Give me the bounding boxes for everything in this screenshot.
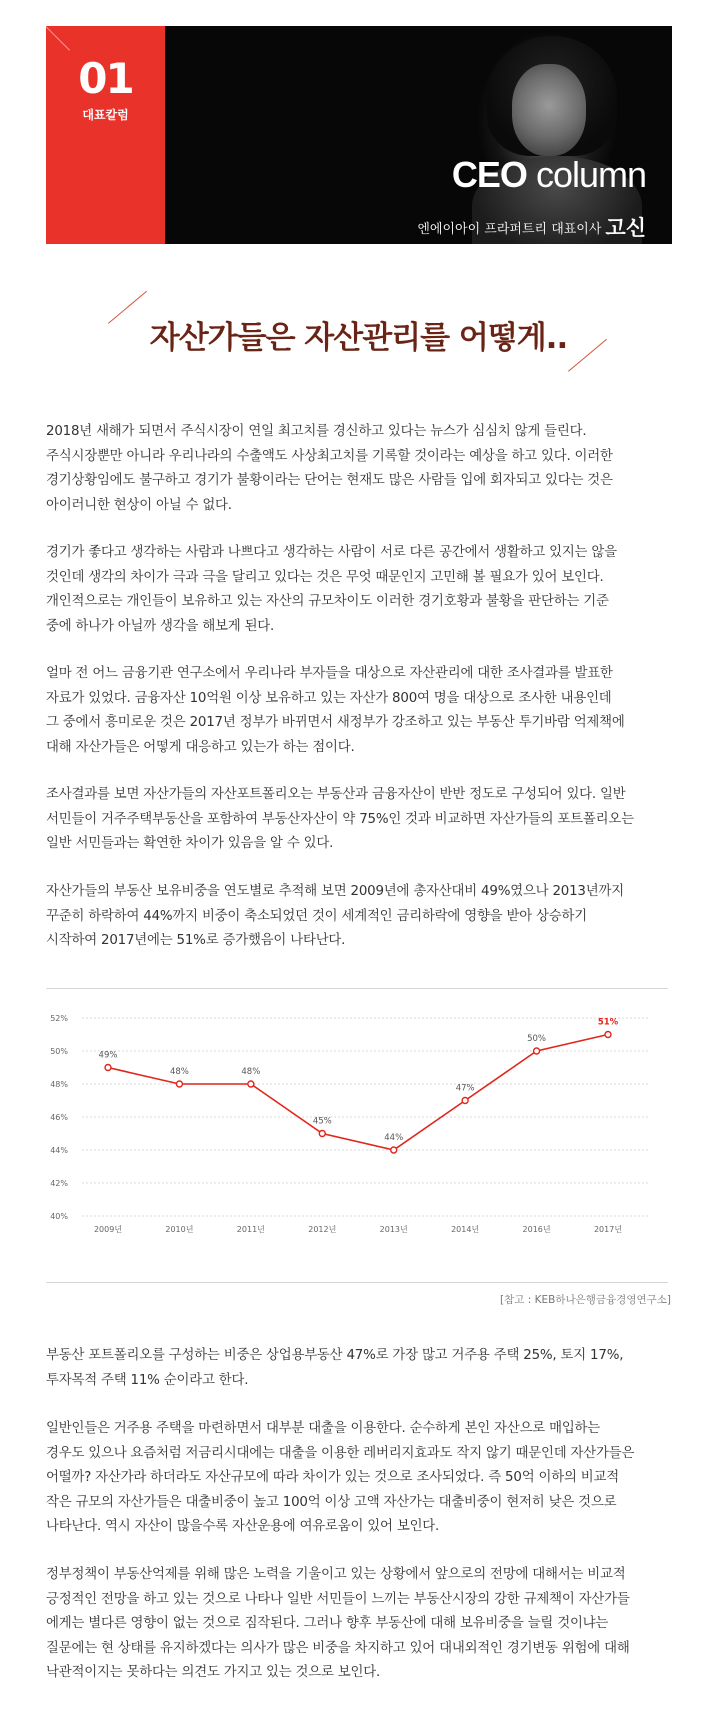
data-point [176,1081,182,1087]
data-label: 51% [597,1017,619,1028]
article-headline: 자산가들은 자산관리를 어떻게.. [149,320,568,356]
article-paragraph-4: 조사결과를 보면 자산가들의 자산포트폴리오는 부동산과 금융자산이 반반 정도로 구성되어 있다. 일반 서민들이 거주주택부동산을 포함하여 부동산자산이 약 75%인 것과 비교하면 자산가들의 포트폴리오는 일반 서민들과는 확연한 차이가 있음을 알 수 있다. [46,787,634,851]
column-number-box [46,26,165,244]
author-name: 고신 [605,215,646,240]
data-label: 50% [527,1034,547,1044]
x-tick-label: 2017년 [593,1225,623,1234]
article-paragraph-8: 정부정책이 부동산억제를 위해 많은 노력을 기울이고 있는 상황에서 앞으로의 전망에 대해서는 비교적 긍정적인 전망을 하고 있는 것으로 나타나 일반 서민들이 느끼는 부동산시장의 강한 규제책이 자산가들 에게는 별다른 영향이 없는 것으로 짐작된다. 그러나 향후 부동산에 대해 보유비중을 늘릴 것이냐는 질문에는 현 상태를 유지하겠다는 의사가 많은 비중을 차지하고 있어 대내외적인 경기변동 위험에 대해 낙관적이지는 못하다는 의견도 가지고 있는 것으로 보인다. [46,1567,630,1680]
article-paragraph-1: 2018년 새해가 되면서 주식시장이 연일 최고치를 경신하고 있다는 뉴스가 심심치 않게 들린다. 주식시장뿐만 아니라 우리나라의 수출액도 사상최고치를 기록할 것이라는 예상을 하고 있다. 이러한 경기상황임에도 불구하고 경기가 불황이라는 단어는 현재도 많은 사람들 입에 회자되고 있다는 것은 아이러니한 현상이 아닐 수 없다. [46,424,613,513]
x-tick-label: 2013년 [379,1225,408,1234]
article-paragraph-6: 부동산 포트폴리오를 구성하는 비중은 상업용부동산 47%로 가장 많고 거주용 주택 25%, 토지 17%, 투자목적 주택 11% 순이라고 한다. [46,1348,624,1388]
data-label: 49% [98,1050,118,1061]
column-number: 01 [78,54,133,103]
y-tick-label: 50% [50,1047,68,1056]
ceo-column-banner [46,26,672,244]
y-tick-label: 44% [50,1146,68,1155]
data-label: 47% [455,1083,475,1094]
ownership-chart-panel [46,988,668,1283]
column-title-bold: CEO [451,154,527,195]
data-point [534,1048,540,1054]
data-point [391,1147,397,1153]
y-tick-label: 52% [50,1014,68,1023]
data-point [462,1098,468,1104]
data-label: 45% [312,1116,332,1127]
y-tick-label: 40% [50,1212,68,1221]
data-label: 48% [241,1067,261,1077]
data-point [105,1065,111,1071]
column-title-light: column [535,154,646,195]
column-category-label: 대표칼럼 [82,108,129,122]
article-paragraph-7: 일반인들은 거주용 주택을 마련하면서 대부분 대출을 이용한다. 순수하게 본인 자산으로 매입하는 경우도 있으나 요즘처럼 저금리시대에는 대출을 이용한 레버리지효과도 작지 않기 때문인데 자산가들은 어떨까? 자산가라 하더라도 자산규모에 따라 차이가 있는 것으로 조사되었다. 즉 50억 이하의 비교적 작은 규모의 자산가들은 대출비중이 높고 100억 이상 고액 자산가는 대출비중이 현저히 낮은 것으로 나타난다. 역시 자산이 많을수록 자산운용에 여유로움이 있어 보인다. [46,1421,635,1534]
data-point [248,1081,254,1087]
column-title [452,154,646,196]
real-estate-share-line-chart [46,989,668,1282]
x-tick-label: 2010년 [165,1225,194,1234]
x-tick-label: 2012년 [308,1225,337,1234]
author-role: 엔에이아이 프라퍼트리 대표이사 [417,222,602,237]
author-byline [417,212,646,242]
x-tick-label: 2011년 [236,1225,265,1234]
data-point [319,1131,325,1137]
data-label: 44% [384,1133,404,1143]
article-paragraph-3: 얼마 전 어느 금융기관 연구소에서 우리나라 부자들을 대상으로 자산관리에 대한 조사결과를 발표한 자료가 있었다. 금융자산 10억원 이상 보유하고 있는 자산가 800여 명을 대상으로 조사한 내용인데 그 중에서 흥미로운 것은 2017년 정부가 바뀌면서 새정부가 강조하고 있는 부동산 투기바람 억제책에 대해 자산가들은 어떻게 대응하고 있는가 하는 점이다. [46,666,625,755]
x-tick-label: 2014년 [451,1225,480,1234]
data-point [605,1032,611,1038]
y-tick-label: 46% [50,1113,68,1122]
article-paragraph-5: 자산가들의 부동산 보유비중을 연도별로 추적해 보면 2009년에 총자산대비 49%였으나 2013년까지 꾸준히 하락하여 44%까지 비중이 축소되었던 것이 세계적인 금리하락에 영향을 받아 상승하기 시작하여 2017년에는 51%로 증가했음이 나타난다. [46,884,624,948]
x-tick-label: 2009년 [93,1225,123,1234]
y-tick-label: 42% [50,1179,68,1188]
y-tick-label: 48% [50,1080,68,1089]
data-label: 48% [169,1067,189,1077]
x-tick-label: 2016년 [522,1225,551,1234]
source-note: [참고 : KEB하나은행금융경영연구소] [500,1294,671,1306]
article-paragraph-2: 경기가 좋다고 생각하는 사람과 나쁘다고 생각하는 사람이 서로 다른 공간에서 생활하고 있지는 않을 것인데 생각의 차이가 극과 극을 달리고 있다는 것은 무엇 때문인지 고민해 볼 필요가 있어 보인다. 개인적으로는 개인들이 보유하고 있는 자산의 규모차이도 이러한 경기호황과 불황을 판단하는 기준 중에 하나가 아닐까 생각을 해보게 된다. [46,545,617,634]
